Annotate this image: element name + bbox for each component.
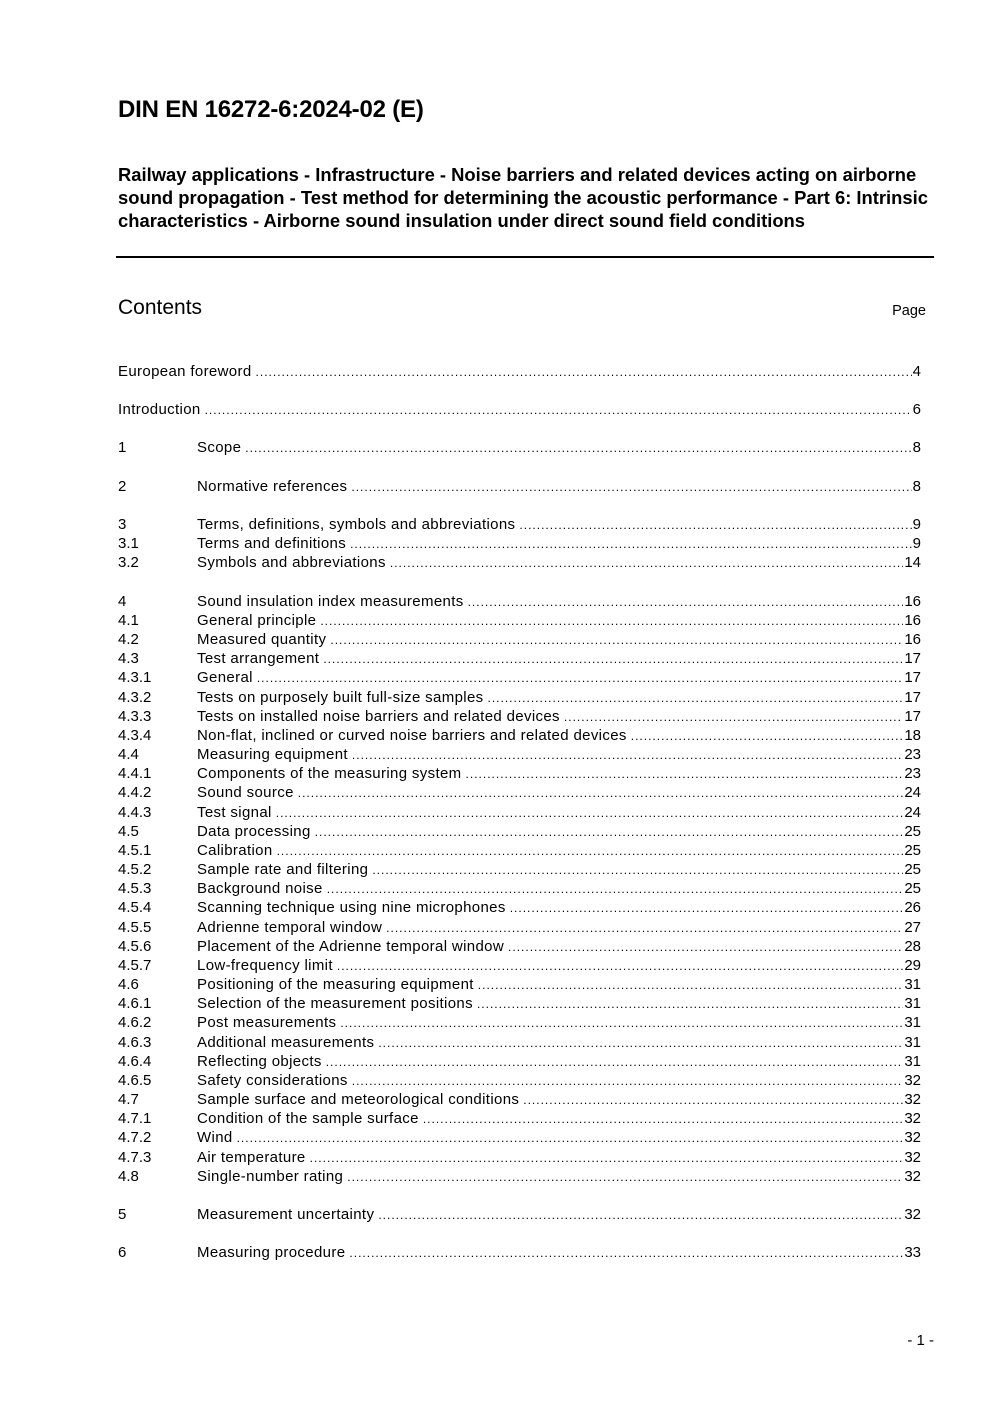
toc-leader-dots bbox=[320, 612, 903, 631]
toc-leader-dots bbox=[510, 899, 904, 918]
toc-entry-number: 4.3 bbox=[118, 650, 139, 667]
toc-entry[interactable] bbox=[118, 1128, 921, 1147]
toc-entry-number: 4.2 bbox=[118, 631, 139, 648]
toc-entry-title: Condition of the sample surface bbox=[197, 1110, 419, 1127]
toc-entry-page: 16 bbox=[904, 631, 921, 648]
toc-entry-number: 4.4.2 bbox=[118, 784, 152, 801]
toc-leader-dots bbox=[257, 669, 903, 688]
toc-entry[interactable] bbox=[118, 400, 921, 419]
toc-entry-number: 4.5.6 bbox=[118, 938, 152, 955]
toc-entry-title: Wind bbox=[197, 1129, 233, 1146]
toc-entry-title: Terms and definitions bbox=[197, 535, 347, 552]
document-title: Railway applications - Infrastructure - Noise barriers and related devices acting on airborne sound propagation - Test method for determining the acoustic performance - Part 6: Intrinsic characteristics - Airborne sound insulation under direct sound field conditions bbox=[118, 164, 928, 232]
toc-leader-dots bbox=[340, 1014, 903, 1033]
toc-entry-title: Measurement uncertainty bbox=[197, 1206, 375, 1223]
toc-entry-title: Adrienne temporal window bbox=[197, 919, 383, 936]
toc-leader-dots bbox=[310, 1149, 904, 1168]
toc-entry-number: 4.6 bbox=[118, 976, 139, 993]
toc-entry-number: 1 bbox=[118, 439, 127, 456]
toc-entry-page: 32 bbox=[904, 1168, 921, 1185]
toc-leader-dots bbox=[245, 439, 911, 458]
toc-entry-number: 4.3.1 bbox=[118, 669, 152, 686]
toc-entry-number: 4.5.2 bbox=[118, 861, 152, 878]
toc-entry-title: Safety considerations bbox=[197, 1072, 348, 1089]
toc-entry[interactable] bbox=[118, 841, 921, 860]
toc-entry-title: Low-frequency limit bbox=[197, 957, 333, 974]
toc-entry-number: 5 bbox=[118, 1206, 127, 1223]
toc-entry-page: 16 bbox=[904, 612, 921, 629]
toc-entry[interactable] bbox=[118, 898, 921, 917]
toc-entry-title: Measured quantity bbox=[197, 631, 327, 648]
toc-entry[interactable] bbox=[118, 918, 921, 937]
toc-entry-number: 4.5.4 bbox=[118, 899, 152, 916]
toc-leader-dots bbox=[378, 1034, 903, 1053]
toc-leader-dots bbox=[276, 804, 904, 823]
toc-entry-number: 4.5.3 bbox=[118, 880, 152, 897]
toc-entry[interactable] bbox=[118, 1090, 921, 1109]
toc-entry-page: 24 bbox=[904, 804, 921, 821]
toc-entry[interactable] bbox=[118, 1013, 921, 1032]
contents-heading: Contents bbox=[118, 296, 203, 319]
toc-entry-title: Test signal bbox=[197, 804, 272, 821]
toc-leader-dots bbox=[352, 746, 903, 765]
toc-entry-page: 27 bbox=[904, 919, 921, 936]
toc-entry-title: Tests on installed noise barriers and related devices bbox=[197, 708, 560, 725]
toc-entry-title: Data processing bbox=[197, 823, 311, 840]
toc-entry[interactable] bbox=[118, 994, 921, 1013]
toc-leader-dots bbox=[350, 535, 912, 554]
toc-entry-number: 4.3.3 bbox=[118, 708, 152, 725]
toc-entry-number: 4.7.3 bbox=[118, 1149, 152, 1166]
toc-entry-page: 17 bbox=[904, 669, 921, 686]
toc-entry[interactable] bbox=[118, 707, 921, 726]
toc-leader-dots bbox=[386, 919, 903, 938]
toc-entry-number: 4.5 bbox=[118, 823, 139, 840]
toc-entry-page: 17 bbox=[904, 650, 921, 667]
toc-entry-page: 23 bbox=[904, 765, 921, 782]
toc-entry[interactable] bbox=[118, 688, 921, 707]
toc-leader-dots bbox=[508, 938, 903, 957]
toc-entry-title: Introduction bbox=[118, 401, 201, 418]
toc-entry-page: 9 bbox=[912, 535, 921, 552]
toc-entry-number: 4.7 bbox=[118, 1091, 139, 1108]
toc-entry-page: 32 bbox=[904, 1129, 921, 1146]
toc-entry-number: 4 bbox=[118, 593, 127, 610]
document-id: DIN EN 16272-6:2024-02 (E) bbox=[118, 96, 424, 123]
toc-entry[interactable] bbox=[118, 879, 921, 898]
toc-entry-title: Placement of the Adrienne temporal window bbox=[197, 938, 505, 955]
toc-entry-page: 28 bbox=[904, 938, 921, 955]
toc-leader-dots bbox=[315, 823, 904, 842]
toc-leader-dots bbox=[327, 880, 904, 899]
toc-entry-number: 4.3.2 bbox=[118, 689, 152, 706]
toc-entry-page: 32 bbox=[904, 1149, 921, 1166]
toc-entry[interactable] bbox=[118, 726, 921, 745]
toc-entry[interactable] bbox=[118, 1243, 921, 1262]
toc-entry-number: 4.7.2 bbox=[118, 1129, 152, 1146]
toc-leader-dots bbox=[466, 765, 904, 784]
toc-entry-number: 4.5.7 bbox=[118, 957, 152, 974]
toc-leader-dots bbox=[298, 784, 904, 803]
toc-entry-page: 25 bbox=[904, 823, 921, 840]
toc-entry-page: 14 bbox=[904, 554, 921, 571]
toc-entry-title: Tests on purposely built full-size samples bbox=[197, 689, 484, 706]
toc-entry-number: 2 bbox=[118, 478, 127, 495]
toc-entry-title: Scanning technique using nine microphones bbox=[197, 899, 506, 916]
toc-entry-number: 4.4.1 bbox=[118, 765, 152, 782]
toc-entry-number: 4.8 bbox=[118, 1168, 139, 1185]
title-divider bbox=[116, 256, 934, 258]
toc-leader-dots bbox=[323, 650, 903, 669]
toc-entry-page: 25 bbox=[904, 861, 921, 878]
toc-entry-title: Normative references bbox=[197, 478, 348, 495]
toc-leader-dots bbox=[349, 1244, 903, 1263]
toc-entry-title: Terms, definitions, symbols and abbreviations bbox=[197, 516, 516, 533]
toc-entry-page: 31 bbox=[904, 1034, 921, 1051]
toc-entry[interactable] bbox=[118, 611, 921, 630]
toc-entry[interactable] bbox=[118, 1071, 921, 1090]
toc-entry-title: Additional measurements bbox=[197, 1034, 375, 1051]
toc-entry-title: Measuring procedure bbox=[197, 1244, 346, 1261]
toc-entry-page: 25 bbox=[904, 880, 921, 897]
toc-leader-dots bbox=[351, 478, 911, 497]
toc-entry-number: 4.6.3 bbox=[118, 1034, 152, 1051]
toc-leader-dots bbox=[352, 1072, 904, 1091]
toc-entry-title: Sample surface and meteorological conditions bbox=[197, 1091, 520, 1108]
toc-entry-title: General principle bbox=[197, 612, 317, 629]
toc-entry-page: 24 bbox=[904, 784, 921, 801]
toc-leader-dots bbox=[478, 976, 904, 995]
toc-entry-page: 17 bbox=[904, 689, 921, 706]
toc-entry[interactable] bbox=[118, 1109, 921, 1128]
toc-entry-number: 4.4.3 bbox=[118, 804, 152, 821]
toc-entry-number: 4.6.2 bbox=[118, 1014, 152, 1031]
toc-leader-dots bbox=[330, 631, 903, 650]
toc-entry-title: Sound insulation index measurements bbox=[197, 593, 464, 610]
toc-entry[interactable] bbox=[118, 1167, 921, 1186]
toc-entry[interactable] bbox=[118, 515, 921, 534]
toc-entry-page: 32 bbox=[904, 1072, 921, 1089]
toc-entry-title: Non-flat, inclined or curved noise barriers and related devices bbox=[197, 727, 627, 744]
toc-entry-page: 32 bbox=[904, 1110, 921, 1127]
toc-entry[interactable] bbox=[118, 553, 921, 572]
toc-leader-dots bbox=[256, 363, 912, 382]
toc-entry-title: Sound source bbox=[197, 784, 294, 801]
toc-entry-page: 23 bbox=[904, 746, 921, 763]
toc-entry-title: Scope bbox=[197, 439, 242, 456]
toc-leader-dots bbox=[477, 995, 903, 1014]
toc-leader-dots bbox=[205, 401, 912, 420]
toc-entry[interactable] bbox=[118, 630, 921, 649]
toc-entry[interactable] bbox=[118, 1052, 921, 1071]
toc-entry-title: Calibration bbox=[197, 842, 273, 859]
toc-entry[interactable] bbox=[118, 362, 921, 381]
toc-entry-title: Sample rate and filtering bbox=[197, 861, 369, 878]
toc-entry-page: 32 bbox=[904, 1206, 921, 1223]
toc-entry[interactable] bbox=[118, 803, 921, 822]
toc-entry[interactable] bbox=[118, 438, 921, 457]
toc-entry[interactable] bbox=[118, 1033, 921, 1052]
toc-entry-page: 26 bbox=[904, 899, 921, 916]
toc-entry-number: 4.1 bbox=[118, 612, 139, 629]
toc-entry-page: 4 bbox=[912, 363, 921, 380]
toc-entry-page: 6 bbox=[912, 401, 921, 418]
toc-entry-page: 32 bbox=[904, 1091, 921, 1108]
toc-entry-title: Background noise bbox=[197, 880, 323, 897]
toc-entry-number: 3.1 bbox=[118, 535, 139, 552]
toc-entry[interactable] bbox=[118, 764, 921, 783]
toc-entry[interactable] bbox=[118, 860, 921, 879]
toc-entry[interactable] bbox=[118, 783, 921, 802]
toc-entry-page: 8 bbox=[912, 439, 921, 456]
toc-entry[interactable] bbox=[118, 975, 921, 994]
toc-entry-page: 17 bbox=[904, 708, 921, 725]
toc-entry-page: 16 bbox=[904, 593, 921, 610]
toc-entry[interactable] bbox=[118, 668, 921, 687]
toc-entry-title: Reflecting objects bbox=[197, 1053, 322, 1070]
toc-entry-number: 4.3.4 bbox=[118, 727, 152, 744]
toc-leader-dots bbox=[519, 516, 911, 535]
toc-entry-number: 3.2 bbox=[118, 554, 139, 571]
toc-entry[interactable] bbox=[118, 937, 921, 956]
toc-leader-dots bbox=[390, 554, 903, 573]
toc-leader-dots bbox=[378, 1206, 903, 1225]
toc-entry-page: 25 bbox=[904, 842, 921, 859]
toc-entry-number: 3 bbox=[118, 516, 127, 533]
toc-entry-number: 4.5.5 bbox=[118, 919, 152, 936]
toc-entry-title: Single-number rating bbox=[197, 1168, 344, 1185]
toc-entry-title: Measuring equipment bbox=[197, 746, 348, 763]
toc-entry-title: Air temperature bbox=[197, 1149, 306, 1166]
toc-entry[interactable] bbox=[118, 592, 921, 611]
toc-entry-page: 33 bbox=[904, 1244, 921, 1261]
toc-entry-title: Symbols and abbreviations bbox=[197, 554, 386, 571]
toc-entry[interactable] bbox=[118, 1205, 921, 1224]
toc-entry[interactable] bbox=[118, 534, 921, 553]
toc-leader-dots bbox=[237, 1129, 904, 1148]
toc-entry-title: Positioning of the measuring equipment bbox=[197, 976, 474, 993]
toc-entry-number: 4.6.4 bbox=[118, 1053, 152, 1070]
toc-entry-number: 4.6.5 bbox=[118, 1072, 152, 1089]
toc-entry-page: 31 bbox=[904, 976, 921, 993]
toc-entry-page: 18 bbox=[904, 727, 921, 744]
toc-entry-number: 6 bbox=[118, 1244, 127, 1261]
toc-entry-page: 8 bbox=[912, 478, 921, 495]
toc-entry-page: 9 bbox=[912, 516, 921, 533]
page-column-label: Page bbox=[892, 303, 926, 319]
toc-leader-dots bbox=[488, 689, 904, 708]
toc-entry[interactable] bbox=[118, 1148, 921, 1167]
toc-entry-number: 4.7.1 bbox=[118, 1110, 152, 1127]
toc-leader-dots bbox=[347, 1168, 903, 1187]
toc-leader-dots bbox=[564, 708, 903, 727]
toc-entry-title: Test arrangement bbox=[197, 650, 320, 667]
toc-entry-number: 4.4 bbox=[118, 746, 139, 763]
toc-entry-page: 31 bbox=[904, 1014, 921, 1031]
toc-leader-dots bbox=[277, 842, 904, 861]
toc-leader-dots bbox=[326, 1053, 904, 1072]
toc-entry-number: 4.6.1 bbox=[118, 995, 152, 1012]
footer-page-number: - 1 - bbox=[907, 1332, 934, 1349]
toc-entry-page: 29 bbox=[904, 957, 921, 974]
toc-entry[interactable] bbox=[118, 649, 921, 668]
toc-entry[interactable] bbox=[118, 822, 921, 841]
toc-entry-page: 31 bbox=[904, 995, 921, 1012]
toc-entry-title: European foreword bbox=[118, 363, 252, 380]
toc-entry[interactable] bbox=[118, 956, 921, 975]
toc-entry-title: General bbox=[197, 669, 253, 686]
toc-leader-dots bbox=[468, 593, 904, 612]
toc-leader-dots bbox=[523, 1091, 903, 1110]
toc-leader-dots bbox=[337, 957, 903, 976]
toc-entry[interactable] bbox=[118, 477, 921, 496]
toc-entry-title: Post measurements bbox=[197, 1014, 337, 1031]
toc-leader-dots bbox=[423, 1110, 904, 1129]
toc-entry-title: Components of the measuring system bbox=[197, 765, 462, 782]
toc-entry[interactable] bbox=[118, 745, 921, 764]
toc-leader-dots bbox=[372, 861, 903, 880]
toc-entry-page: 31 bbox=[904, 1053, 921, 1070]
toc-leader-dots bbox=[631, 727, 904, 746]
toc-entry-number: 4.5.1 bbox=[118, 842, 152, 859]
toc-entry-title: Selection of the measurement positions bbox=[197, 995, 473, 1012]
